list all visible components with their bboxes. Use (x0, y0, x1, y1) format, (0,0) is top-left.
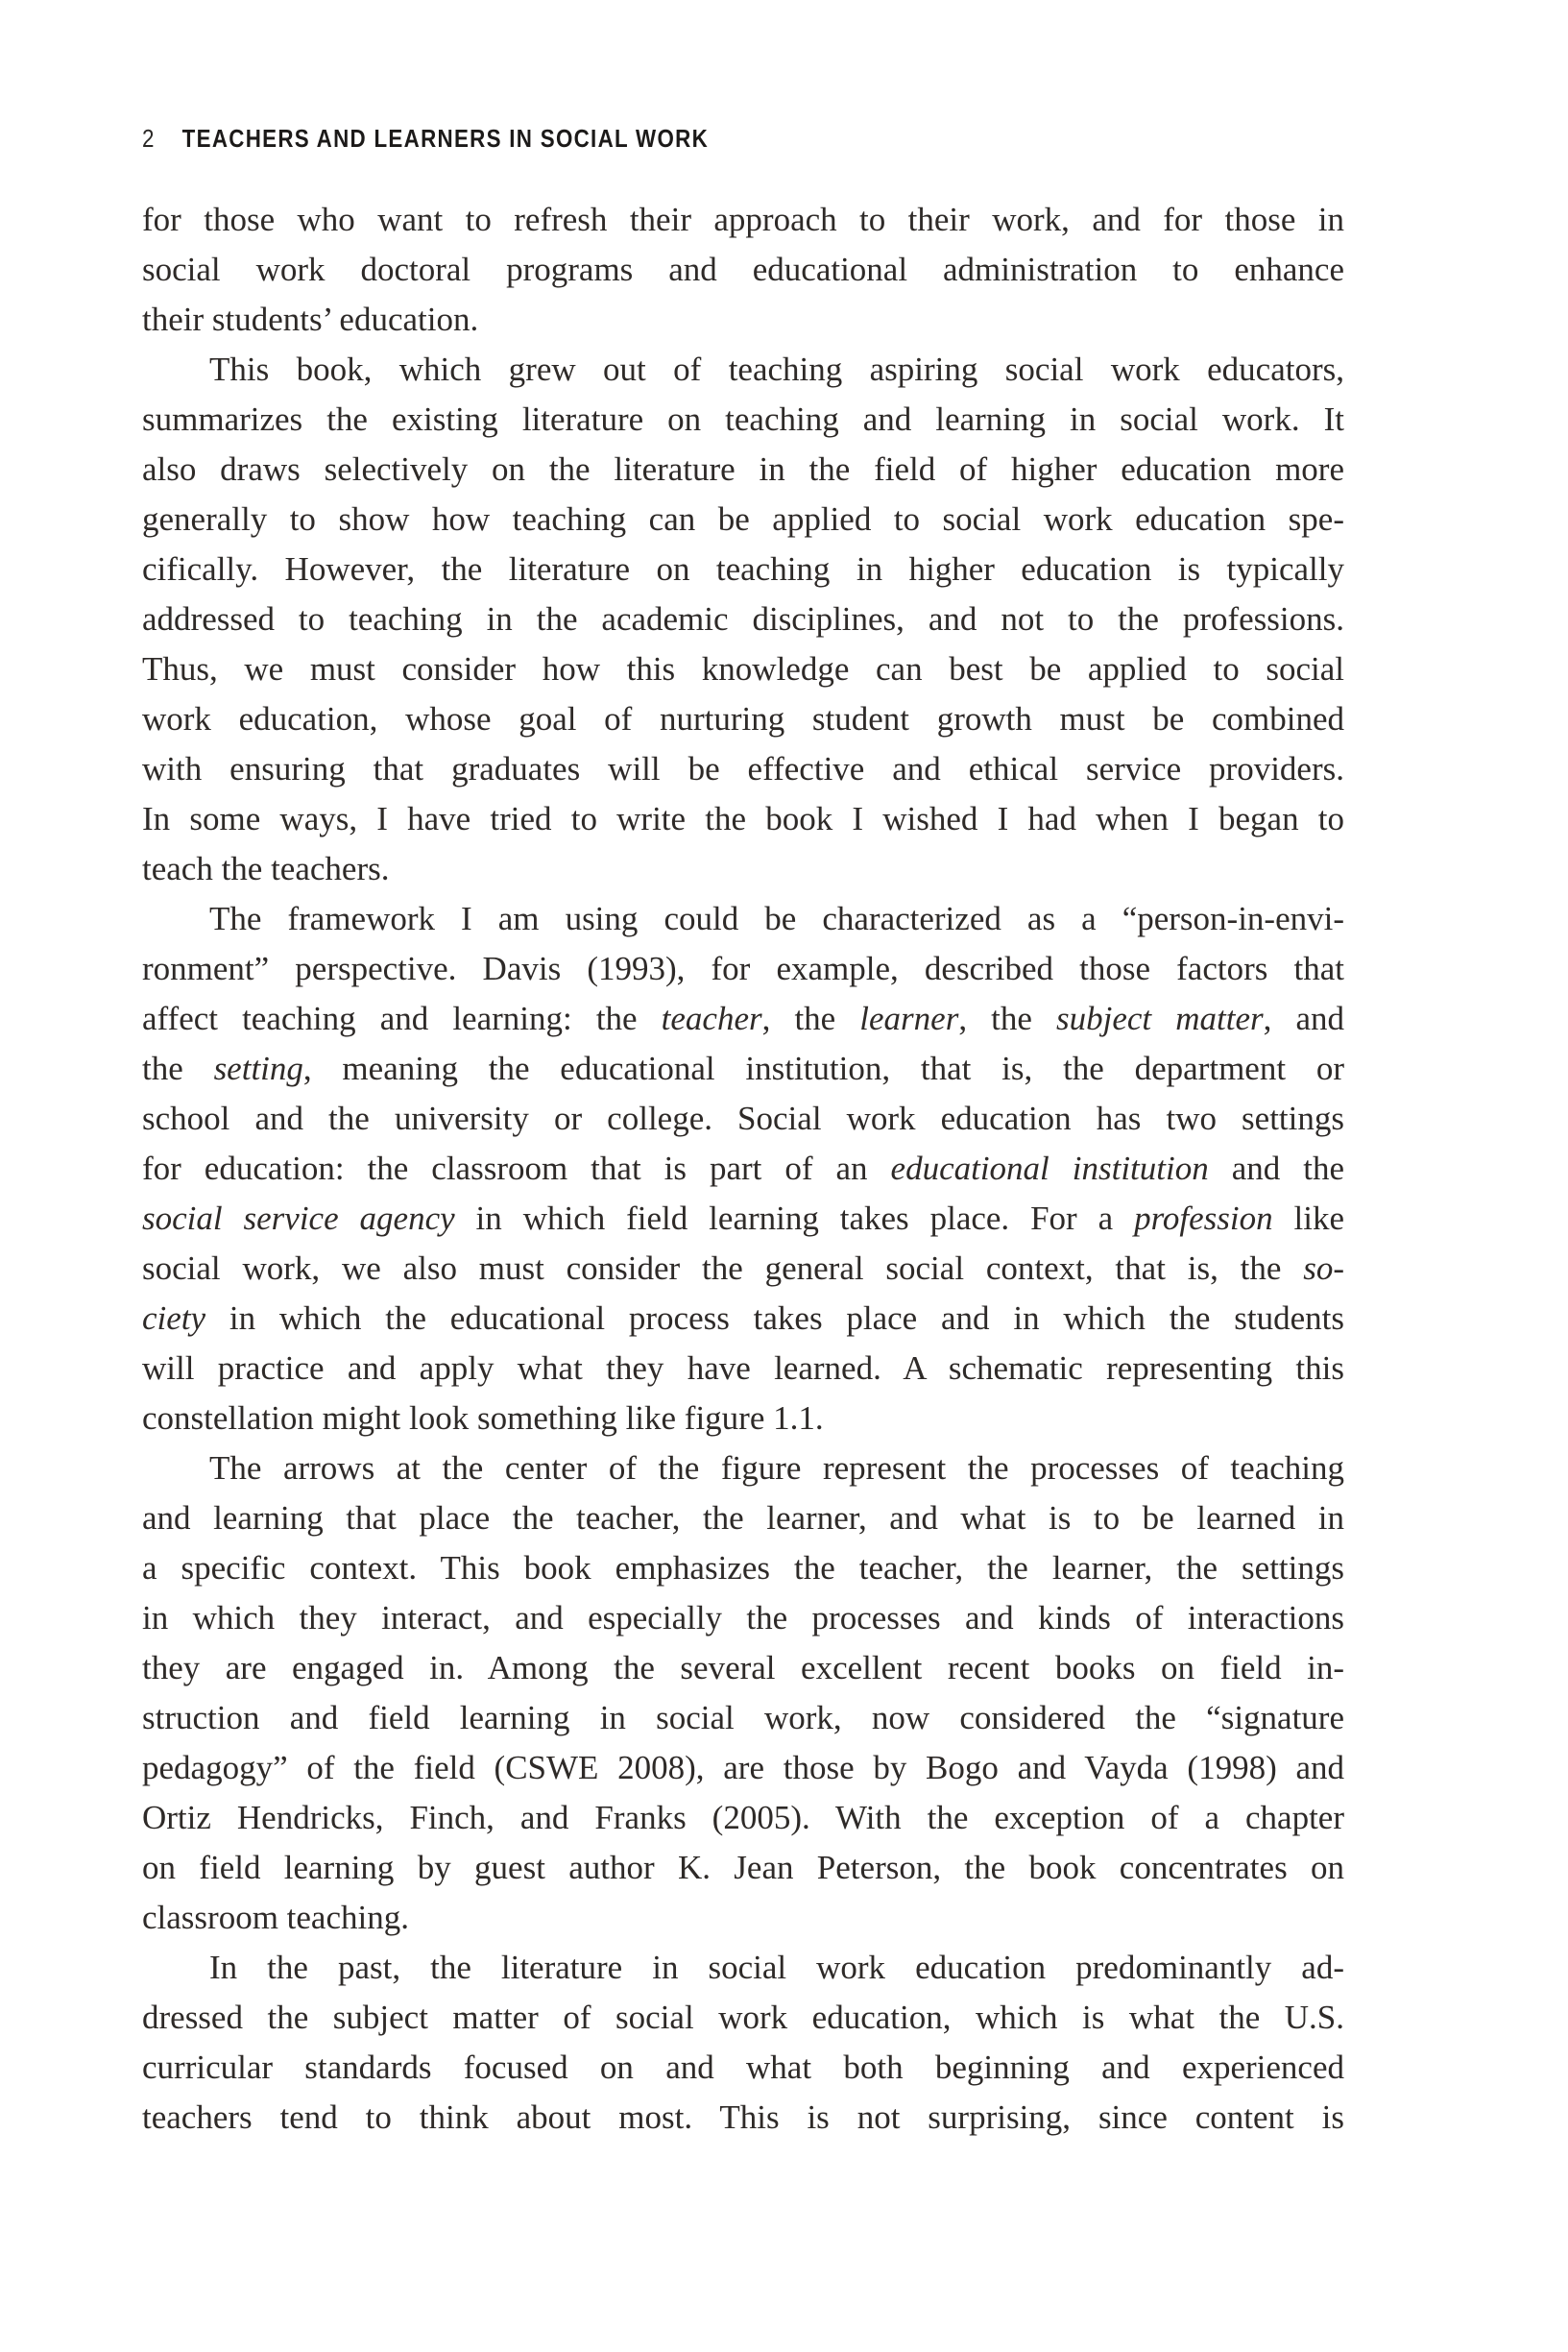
text-line: social service agency in which field learning takes place. For a profession like (142, 1200, 1345, 1237)
text-line: classroom teaching. (142, 1899, 409, 1936)
paragraph (142, 894, 1344, 1443)
text-line: curricular standards focused on and what both beginning and experienced (142, 2049, 1344, 2086)
text-line: in which they interact, and especially the processes and kinds of interactions (142, 1599, 1344, 1637)
text-line: affect teaching and learning: the teacher, the learner, the subject matter, and (142, 1000, 1344, 1037)
page-body (142, 195, 1344, 2143)
text-line: summarizes the existing literature on teaching and learning in social work. It (142, 400, 1344, 438)
italic-text: subject matter (1056, 1000, 1264, 1037)
text-line: school and the university or college. Social work education has two settings (142, 1100, 1344, 1137)
italic-text: educational institution (890, 1150, 1209, 1187)
text-line: The arrows at the center of the figure represent the processes of teaching (209, 1449, 1344, 1487)
text-line: Thus, we must consider how this knowledge can best be applied to social (142, 650, 1344, 688)
text-line: addressed to teaching in the academic disciplines, and not to the professions. (142, 600, 1344, 638)
paragraph (142, 1443, 1344, 1943)
text-line: teach the teachers. (142, 850, 390, 887)
italic-text: teacher (661, 1000, 762, 1037)
paragraph (142, 345, 1344, 894)
paragraph (142, 195, 1344, 345)
text-line: also draws selectively on the literature in the field of higher education more (142, 450, 1344, 488)
paragraph (142, 1943, 1344, 2143)
text-line: on field learning by guest author K. Jean Peterson, the book concentrates on (142, 1849, 1344, 1886)
text-line: for education: the classroom that is part of an educational institution and the (142, 1150, 1344, 1187)
running-title: TEACHERS AND LEARNERS IN SOCIAL WORK (181, 124, 710, 153)
text-line: social work, we also must consider the general social context, that is, the so- (142, 1249, 1344, 1287)
text-line: This book, which grew out of teaching aspiring social work educators, (209, 351, 1344, 388)
running-header (142, 125, 709, 152)
text-line: In the past, the literature in social work education predominantly ad- (209, 1949, 1344, 1986)
text-line: In some ways, I have tried to write the book I wished I had when I began to (142, 800, 1344, 837)
text-line: struction and field learning in social work, now considered the “signature (142, 1699, 1344, 1736)
text-line: The framework I am using could be characterized as a “person-in-envi- (209, 900, 1344, 937)
text-line: their students’ education. (142, 301, 479, 338)
text-line: for those who want to refresh their approach to their work, and for those in (142, 201, 1344, 238)
text-line: a specific context. This book emphasizes the teacher, the learner, the settings (142, 1549, 1344, 1587)
text-line: with ensuring that graduates will be effective and ethical service providers. (142, 750, 1344, 788)
italic-text: ciety (142, 1299, 206, 1337)
text-line: constellation might look something like figure 1.1. (142, 1399, 824, 1437)
text-line: work education, whose goal of nurturing student growth must be combined (142, 700, 1344, 738)
text-line: will practice and apply what they have learned. A schematic representing this (142, 1349, 1344, 1387)
text-line: ronment” perspective. Davis (1993), for example, described those factors that (142, 950, 1344, 987)
text-line: teachers tend to think about most. This is not surprising, since content is (142, 2098, 1344, 2136)
italic-text: so- (1303, 1249, 1344, 1287)
text-line: Ortiz Hendricks, Finch, and Franks (2005). With the exception of a chapter (142, 1799, 1344, 1836)
text-line: generally to show how teaching can be applied to social work education spe- (142, 500, 1344, 538)
text-line: they are engaged in. Among the several excellent recent books on field in- (142, 1649, 1344, 1686)
text-line: social work doctoral programs and educational administration to enhance (142, 251, 1344, 288)
italic-text: profession (1134, 1200, 1273, 1237)
text-line: ciety in which the educational process takes place and in which the students (142, 1299, 1344, 1337)
text-line: dressed the subject matter of social work education, which is what the U.S. (142, 1999, 1344, 2036)
text-line: the setting, meaning the educational institution, that is, the department or (142, 1050, 1344, 1087)
italic-text: social service agency (142, 1200, 455, 1237)
text-line: cifically. However, the literature on teaching in higher education is typically (142, 550, 1344, 588)
text-line: and learning that place the teacher, the learner, and what is to be learned in (142, 1499, 1344, 1537)
page-number: 2 (142, 124, 155, 153)
italic-text: learner (859, 1000, 959, 1037)
text-line: pedagogy” of the field (CSWE 2008), are those by Bogo and Vayda (1998) and (142, 1749, 1344, 1786)
italic-text: setting (213, 1050, 303, 1087)
